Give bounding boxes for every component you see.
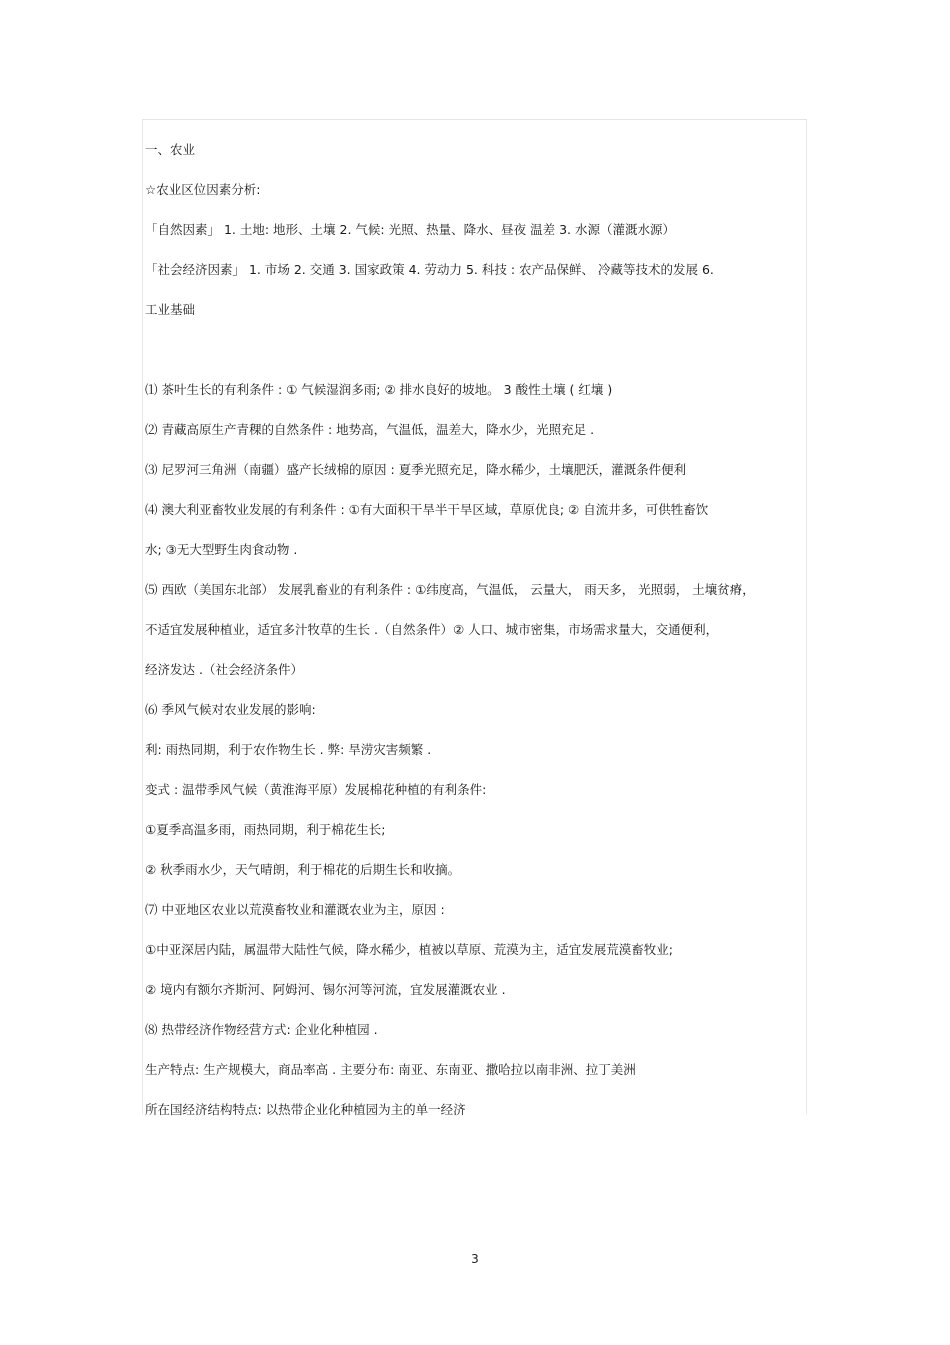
text-line-item-1: ⑴ 茶叶生长的有利条件 : ① 气候湿润多雨; ② 排水良好的坡地。 3 酸性土壤 ( 红壤 ) xyxy=(145,382,613,397)
text-line-variant: 变式 : 温带季风气候（黄淮海平原）发展棉花种植的有利条件: xyxy=(145,782,487,797)
text-line-item-5: ⑸ 西欧（美国东北部） 发展乳畜业的有利条件 : ①纬度高，气温低， 云量大， 雨天多， 光照弱， 土壤贫瘠， xyxy=(145,582,755,597)
text-line-variant-1: ①夏季高温多雨，雨热同期，利于棉花生长; xyxy=(145,822,386,837)
text-line-item-6: ⑹ 季风气候对农业发展的影响: xyxy=(145,702,316,717)
text-line-item-4-cont: 水; ③无大型野生肉食动物 . xyxy=(145,542,298,557)
document-body xyxy=(145,130,810,1130)
text-line-item-5-cont2: 经济发达 .（社会经济条件） xyxy=(145,662,303,677)
text-line-item-4: ⑷ 澳大利亚畜牧业发展的有利条件 : ①有大面积干旱半干旱区域，草原优良; ② 自流井多，可供牲畜饮 xyxy=(145,502,709,517)
text-line-item-5-cont: 不适宜发展种植业，适宜多汁牧草的生长 .（自然条件）② 人口、城市密集，市场需求量大，交通便利， xyxy=(145,622,719,637)
text-line-item-7-reason-2: ② 境内有额尔齐斯河、阿姆河、锡尔河等河流，宜发展灌溉农业 . xyxy=(145,982,506,997)
text-line-item-7: ⑺ 中亚地区农业以荒漠畜牧业和灌溉农业为主，原因 : xyxy=(145,902,445,917)
text-line-item-3: ⑶ 尼罗河三角洲（南疆）盛产长绒棉的原因 : 夏季光照充足，降水稀少，土壤肥沃，灌溉条件便利 xyxy=(145,462,687,477)
text-line-item-6-pros-cons: 利: 雨热同期，利于农作物生长 . 弊: 旱涝灾害频繁 . xyxy=(145,742,432,757)
text-line-variant-2: ② 秋季雨水少，天气晴朗，利于棉花的后期生长和收摘。 xyxy=(145,862,461,877)
blank-line xyxy=(145,330,810,370)
text-line-natural-factors: 「自然因素」 1. 土地: 地形、土壤 2. 气候: 光照、热量、降水、昼夜 温差 3. 水源（灌溉水源） xyxy=(145,222,675,237)
text-line-social-factors-cont: 工业基础 xyxy=(145,302,196,317)
text-line-social-factors: 「社会经济因素」 1. 市场 2. 交通 3. 国家政策 4. 劳动力 5. 科技 : 农产品保鲜、 冷藏等技术的发展 6. xyxy=(145,262,714,277)
subsection-heading: ☆农业区位因素分析: xyxy=(145,182,261,197)
text-line-item-8-features: 生产特点: 生产规模大，商品率高 . 主要分布: 南亚、东南亚、撒哈拉以南非洲、拉丁美洲 xyxy=(145,1062,636,1077)
section-heading: 一、农业 xyxy=(145,142,196,157)
text-line-item-7-reason-1: ①中亚深居内陆，属温带大陆性气候，降水稀少，植被以草原、荒漠为主，适宜发展荒漠畜牧业; xyxy=(145,942,673,957)
text-line-item-8: ⑻ 热带经济作物经营方式: 企业化种植园 . xyxy=(145,1022,378,1037)
page-number: 3 xyxy=(471,1252,479,1266)
text-line-item-2: ⑵ 青藏高原生产青稞的自然条件 : 地势高，气温低，温差大，降水少，光照充足 . xyxy=(145,422,595,437)
text-line-item-8-economy: 所在国经济结构特点: 以热带企业化种植园为主的单一经济 xyxy=(145,1102,466,1117)
